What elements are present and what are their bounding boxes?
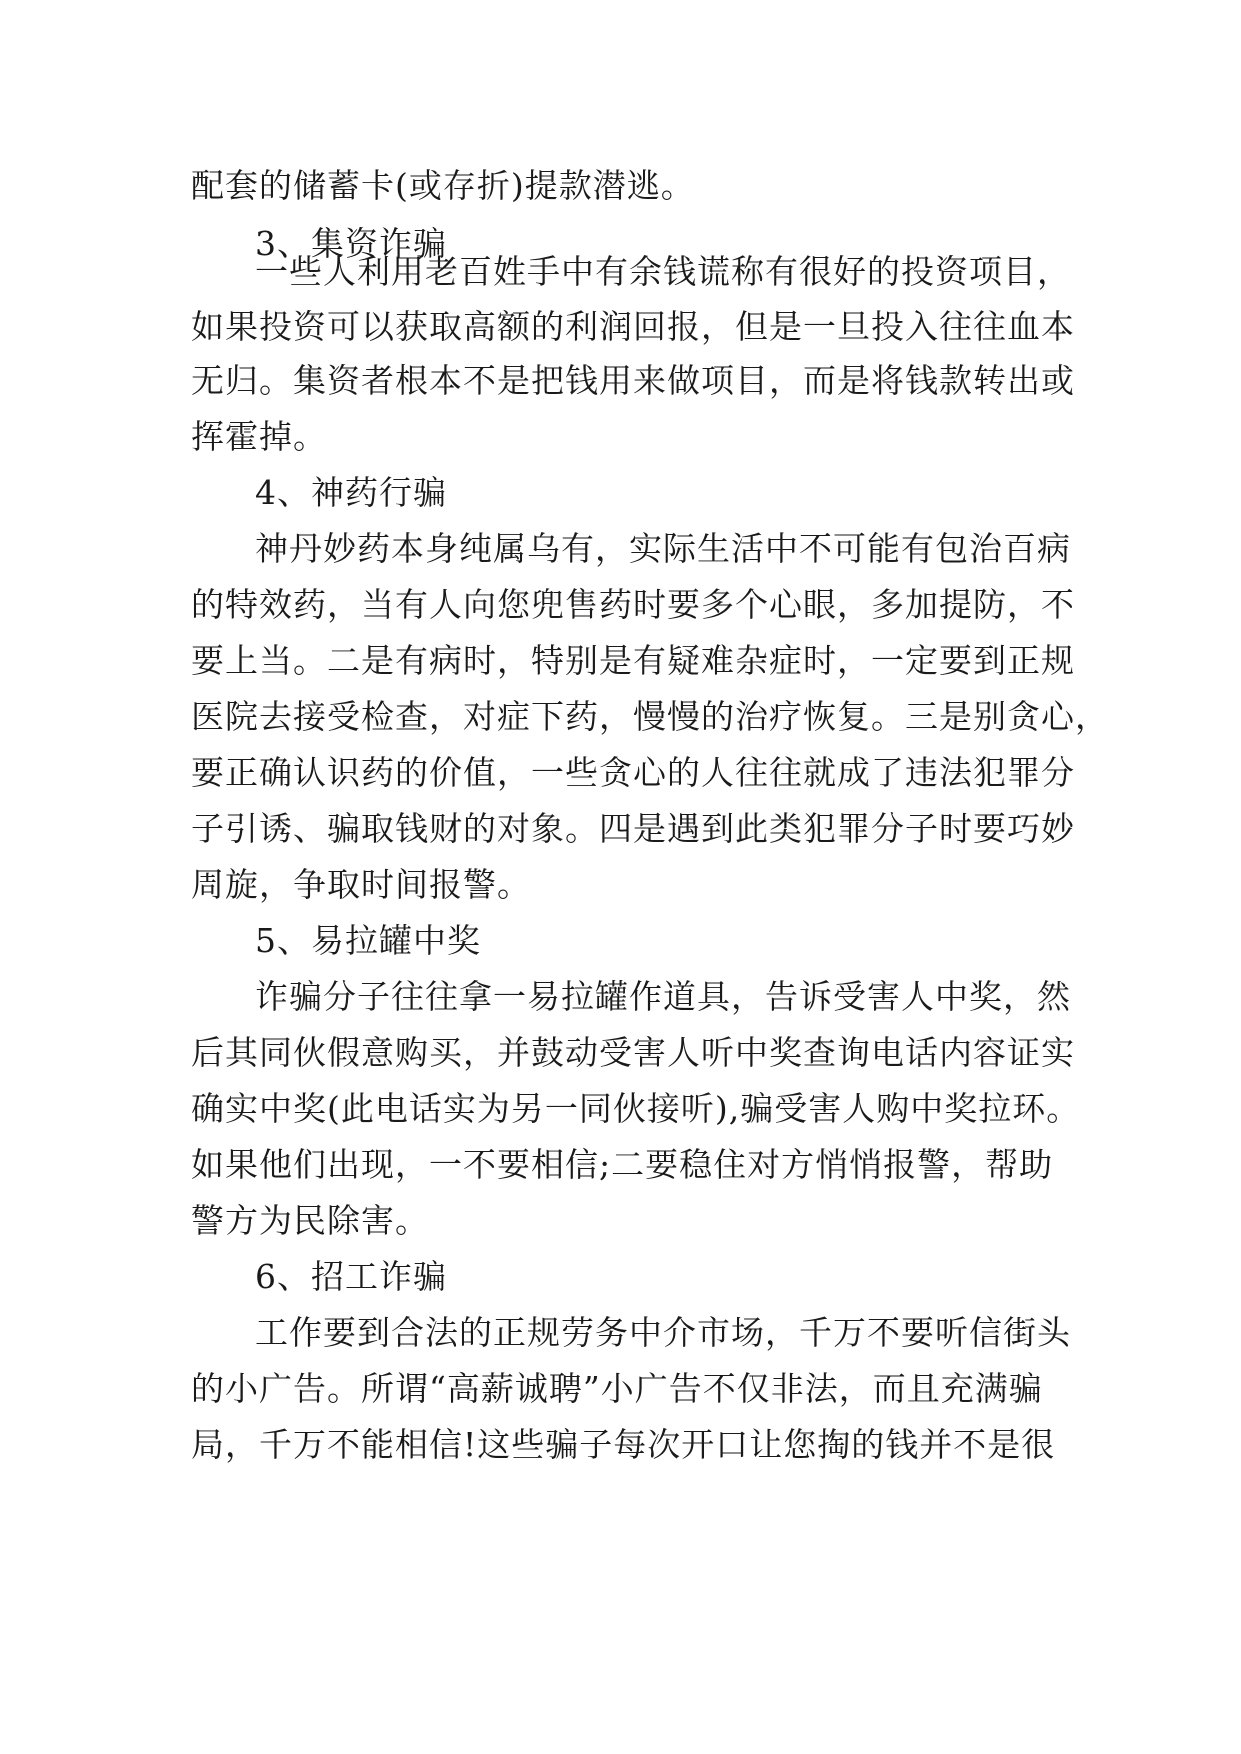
text-line: 如果投资可以获取高额的利润回报，但是一旦投入往往血本 bbox=[191, 307, 1075, 346]
section-heading: 5、易拉罐中奖 bbox=[255, 921, 481, 960]
text-line: 配套的储蓄卡(或存折)提款潜逃。 bbox=[191, 166, 695, 205]
text-line: 诈骗分子往往拿一易拉罐作道具，告诉受害人中奖，然 bbox=[255, 977, 1071, 1016]
text-line: 要正确认识药的价值，一些贪心的人往往就成了违法犯罪分 bbox=[191, 753, 1075, 792]
text-line: 工作要到合法的正规劳务中介市场，千万不要听信街头 bbox=[255, 1313, 1071, 1352]
text-line: 警方为民除害。 bbox=[191, 1201, 429, 1240]
text-line: 子引诱、骗取钱财的对象。四是遇到此类犯罪分子时要巧妙 bbox=[191, 809, 1075, 848]
section-heading: 4、神药行骗 bbox=[255, 473, 447, 512]
text-line: 医院去接受检查，对症下药，慢慢的治疗恢复。三是别贪心， bbox=[191, 697, 1109, 736]
section-heading: 6、招工诈骗 bbox=[255, 1257, 447, 1296]
text-line: 无归。集资者根本不是把钱用来做项目，而是将钱款转出或 bbox=[191, 361, 1075, 400]
text-line: 如果他们出现，一不要相信;二要稳住对方悄悄报警，帮助 bbox=[191, 1145, 1054, 1184]
text-line: 后其同伙假意购买，并鼓动受害人听中奖查询电话内容证实 bbox=[191, 1033, 1075, 1072]
section-heading: 3、集资诈骗 bbox=[255, 224, 447, 263]
text-line: 挥霍掉。 bbox=[191, 417, 327, 456]
text-line: 要上当。二是有病时，特别是有疑难杂症时，一定要到正规 bbox=[191, 641, 1075, 680]
text-line: 的特效药，当有人向您兜售药时要多个心眼，多加提防，不 bbox=[191, 585, 1075, 624]
text-line: 局，千万不能相信!这些骗子每次开口让您掏的钱并不是很 bbox=[191, 1425, 1056, 1464]
text-line: 一些人利用老百姓手中有余钱谎称有很好的投资项目， bbox=[255, 252, 1071, 291]
text-line: 的小广告。所谓“高薪诚聘”小广告不仅非法，而且充满骗 bbox=[191, 1369, 1043, 1408]
text-line: 确实中奖(此电话实为另一同伙接听),骗受害人购中奖拉环。 bbox=[191, 1089, 1081, 1128]
text-line: 周旋，争取时间报警。 bbox=[191, 865, 531, 904]
text-line: 神丹妙药本身纯属乌有，实际生活中不可能有包治百病 bbox=[255, 529, 1071, 568]
